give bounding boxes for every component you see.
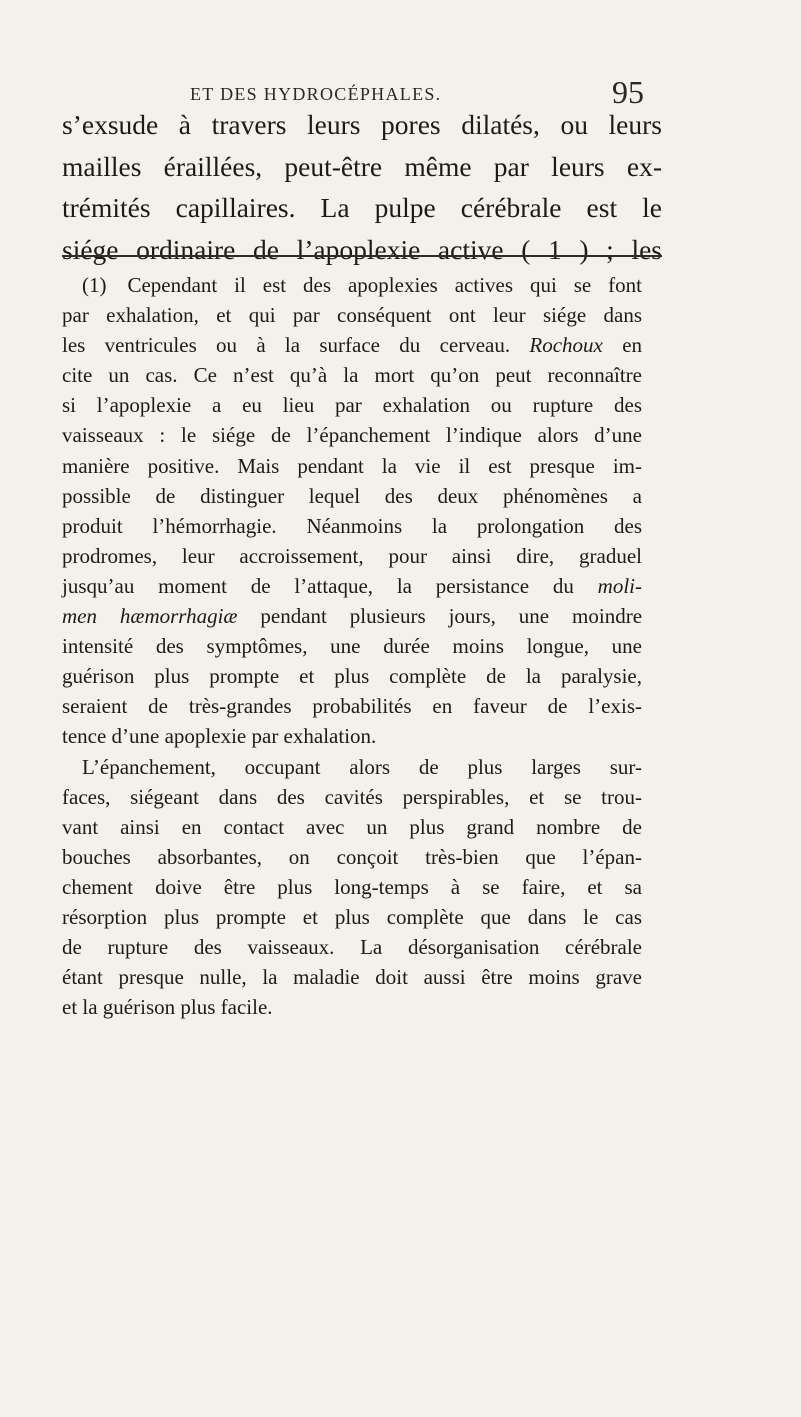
footnote-line <box>62 270 642 300</box>
footnote-line-text: jusqu’au moment de l’attaque, la persistance du <box>62 573 574 598</box>
footnote-block <box>62 270 642 1022</box>
footnote-line <box>62 330 642 360</box>
footnote-separator-rule <box>62 255 662 257</box>
main-text-block <box>62 104 662 270</box>
footnote-line <box>62 571 642 601</box>
footnote-line: seraient de très-grandes probabilités en faveur de l’exis- <box>62 694 642 719</box>
main-text-line: mailles éraillées, peut-être même par leurs ex- <box>62 150 662 182</box>
footnote-line-text: pendant plusieurs jours, une moindre <box>260 604 643 629</box>
footnote-line: étant presque nulle, la maladie doit aussi être moins grave <box>62 965 642 990</box>
footnote-line: cite un cas. Ce n’est qu’à la mort qu’on peut reconnaître <box>62 363 642 388</box>
footnote-line <box>62 601 642 631</box>
footnote-line: bouches absorbantes, on conçoit très-bien que l’épan- <box>62 844 642 869</box>
footnote-line: et la guérison plus facile. <box>62 995 273 1020</box>
latin-term-italic: men hæmorrhagiæ <box>62 604 238 629</box>
running-title: ET DES HYDROCÉPHALES. <box>190 84 442 104</box>
footnote-line: produit l’hémorrhagie. Néanmoins la prolongation des <box>62 513 642 538</box>
footnote-line: guérison plus prompte et plus complète de la paralysie, <box>62 664 642 689</box>
footnote-line-text: en <box>622 333 643 358</box>
footnote-line: de rupture des vaisseaux. La désorganisation cérébrale <box>62 935 642 960</box>
footnote-line: intensité des symptômes, une durée moins longue, une <box>62 634 642 659</box>
footnote-line: L’épanchement, occupant alors de plus larges sur- <box>82 754 642 779</box>
footnote-line: résorption plus prompte et plus complète que dans le cas <box>62 904 642 929</box>
footnote-line: vaisseaux : le siége de l’épanchement l’indique alors d’une <box>62 423 642 448</box>
footnote-line: manière positive. Mais pendant la vie il est presque im- <box>62 453 642 478</box>
latin-term-italic: moli- <box>597 573 642 598</box>
footnote-line: possible de distinguer lequel des deux phénomènes a <box>62 483 642 508</box>
footnote-line-text: les ventricules ou à la surface du cerveau. <box>62 333 511 358</box>
footnote-line-text: Cependant il est des apoplexies actives qui se font <box>127 273 642 297</box>
footnote-line: par exhalation, et qui par conséquent ont leur siége dans <box>62 303 642 328</box>
main-text-line: siége ordinaire de l’apoplexie active ( 1 ) ; les <box>62 233 662 265</box>
author-name-italic: Rochoux <box>529 333 603 358</box>
main-text-line: trémités capillaires. La pulpe cérébrale est le <box>62 192 662 223</box>
main-text-line: s’exsude à travers leurs pores dilatés, ou leurs <box>62 109 662 140</box>
footnote-line: prodromes, leur accroissement, pour ainsi dire, graduel <box>62 543 642 568</box>
footnote-line: chement doive être plus long-temps à se faire, et sa <box>62 874 642 899</box>
footnote-line: vant ainsi en contact avec un plus grand nombre de <box>62 814 642 839</box>
page-number: 95 <box>612 74 644 110</box>
footnote-line: si l’apoplexie a eu lieu par exhalation ou rupture des <box>62 393 642 418</box>
footnote-line: tence d’une apoplexie par exhalation. <box>62 724 377 749</box>
footnote-line: faces, siégeant dans des cavités perspirables, et se trou- <box>62 784 642 809</box>
footnote-marker: (1) <box>82 273 107 297</box>
